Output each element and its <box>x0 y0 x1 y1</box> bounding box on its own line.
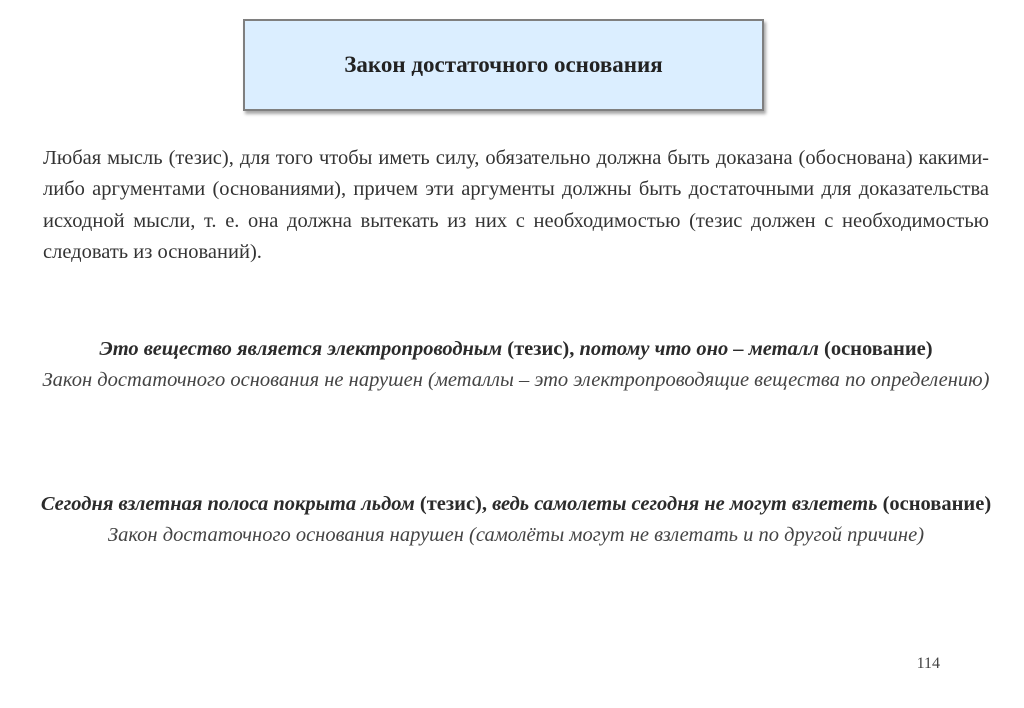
example-1-thesis-label: (тезис), <box>502 338 580 360</box>
law-definition: Любая мысль (тезис), для того чтобы иметь силу, обязательно должна быть доказана (обоснована) какими-либо аргументами (основаниями), причем эти аргументы должны быть достаточными для доказательства исходной мысли, т. е. она должна вытекать из них с необходимостью (тезис должен с необходимостью следовать из оснований). <box>43 147 989 263</box>
example-1-basis: потому что оно – металл <box>579 338 819 360</box>
example-2-verdict: Закон достаточного основания нарушен (самолёты могут не взлетать и по другой причине) <box>107 524 925 546</box>
example-1 <box>40 334 992 396</box>
example-1-statement <box>40 334 992 365</box>
page-number: 114 <box>916 655 940 672</box>
example-1-verdict: Закон достаточного основания не нарушен (металлы – это электропроводящие вещества по определению) <box>42 369 990 391</box>
slide-title: Закон достаточного основания <box>344 52 663 77</box>
example-2-basis: ведь самолеты сегодня не могут взлететь <box>492 493 878 515</box>
example-1-thesis: Это вещество является электропроводным <box>99 338 503 360</box>
example-2-thesis-label: (тезис), <box>414 493 493 515</box>
example-2-thesis: Сегодня взлетная полоса покрыта льдом <box>40 493 415 515</box>
example-1-basis-label: (основание) <box>818 338 933 360</box>
example-2-basis-label: (основание) <box>877 493 992 515</box>
title-box <box>243 19 764 111</box>
example-2 <box>40 489 992 551</box>
example-2-statement <box>40 489 992 520</box>
